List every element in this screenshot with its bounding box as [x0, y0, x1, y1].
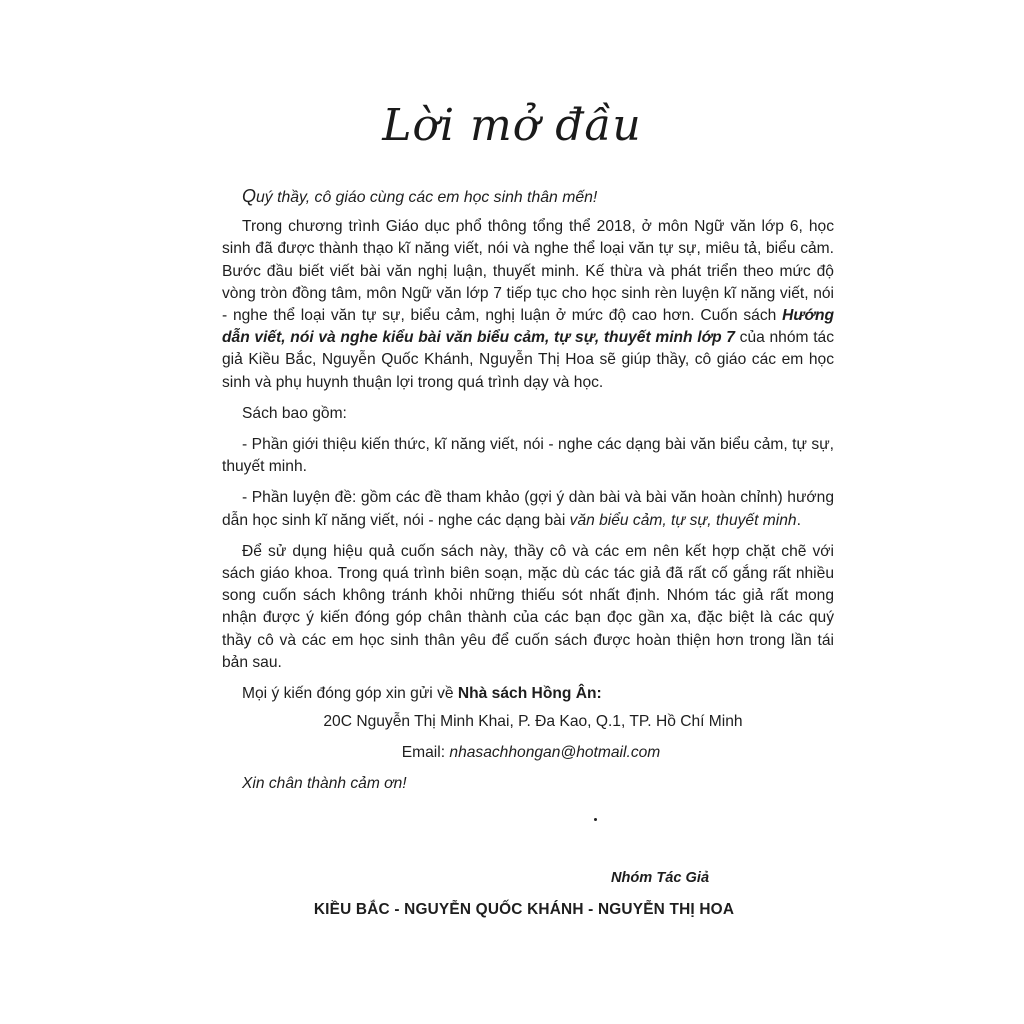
signature-group: [0, 870, 832, 886]
ink-speck: [594, 818, 597, 821]
paragraph-contents-heading: Sách bao gồm:: [242, 404, 347, 422]
paragraph-intro: [222, 216, 834, 394]
paragraph-section-2-part1: - Phần luyện đề: gồm các đề tham khảo (gợi ý dàn bài và bài văn hoàn chỉnh) hướng dẫn học sinh kĩ năng viết, nói - nghe các dạng bài: [222, 489, 834, 529]
email-address: nhasachhongan@hotmail.com: [449, 744, 661, 762]
paragraph-section-1: - Phần giới thiệu kiến thức, kĩ năng viết, nói - nghe các dạng bài văn biểu cảm, tự sự, thuyết minh.: [222, 436, 834, 476]
publisher-address: 20C Nguyễn Thị Minh Khai, P. Đa Kao, Q.1, TP. Hồ Chí Minh: [323, 713, 743, 731]
paragraph-section-2: [222, 487, 834, 531]
signature-group-label: Nhóm Tác Giả: [610, 870, 710, 886]
paragraph-usage: Để sử dụng hiệu quả cuốn sách này, thầy cô và các em nên kết hợp chặt chẽ với sách giáo khoa. Trong quá trình biên soạn, mặc dù các tác giả đã rất cố gắng rất nhiều song cuốn sách không tránh khỏi những thiếu sót nhất định. Nhóm tác giả rất mong nhận được ý kiến đóng góp chân thành của các bạn đọc gần xa, đặc biệt là các quý thầy cô và các em học sinh thân yêu để cuốn sách được hoàn thiện hơn trong lần tái bản sau.: [222, 542, 834, 671]
paragraph-feedback: [222, 683, 834, 705]
email-line: [222, 742, 834, 764]
paragraph-intro-part2: của nhóm tác giả Kiều Bắc, Nguyễn Quốc Khánh, Nguyễn Thị Hoa sẽ giúp thầy, cô giáo các em học sinh và phụ huynh thuận lợi trong quá trình dạy và học.: [222, 329, 834, 391]
paragraph-section-2-italic: văn biểu cảm, tự sự, thuyết minh: [569, 511, 797, 529]
paragraph-section-2-part2: .: [796, 511, 801, 529]
thanks-line: Xin chân thành cảm ơn!: [242, 774, 407, 792]
book-title: Hướng dẫn viết, nói và nghe kiểu bài văn biểu cảm, tự sự, thuyết minh lớp 7: [222, 307, 834, 347]
publisher-name: Nhà sách Hồng Ân:: [457, 685, 602, 703]
signature-authors: KIỀU BẮC - NGUYỄN QUỐC KHÁNH - NGUYỄN THỊ HOA: [313, 901, 735, 918]
page-title: Lời mở đầu: [382, 100, 642, 151]
feedback-text: Mọi ý kiến đóng góp xin gửi về: [242, 685, 458, 703]
paragraph-intro-part1: Trong chương trình Giáo dục phổ thông tổng thể 2018, ở môn Ngữ văn lớp 6, học sinh đã được thành thạo kĩ năng viết, nói và nghe thể loại văn tự sự, miêu tả, biểu cảm. Bước đầu biết viết bài văn nghị luận, thuyết minh. Kế thừa và phát triển theo mức độ vòng tròn đồng tâm, môn Ngữ văn lớp 7 tiếp tục cho học sinh rèn luyện kĩ năng viết, nói - nghe thể loại văn tự sự, biểu cảm, nghị luận ở mức độ cao hơn. Cuốn sách: [222, 218, 834, 325]
email-label: Email:: [401, 744, 450, 762]
greeting-initial: Q: [242, 186, 257, 206]
greeting-line: [222, 185, 834, 209]
greeting-text: uý thầy, cô giáo cùng các em học sinh thân mến!: [256, 189, 598, 206]
body-text: [222, 185, 834, 795]
